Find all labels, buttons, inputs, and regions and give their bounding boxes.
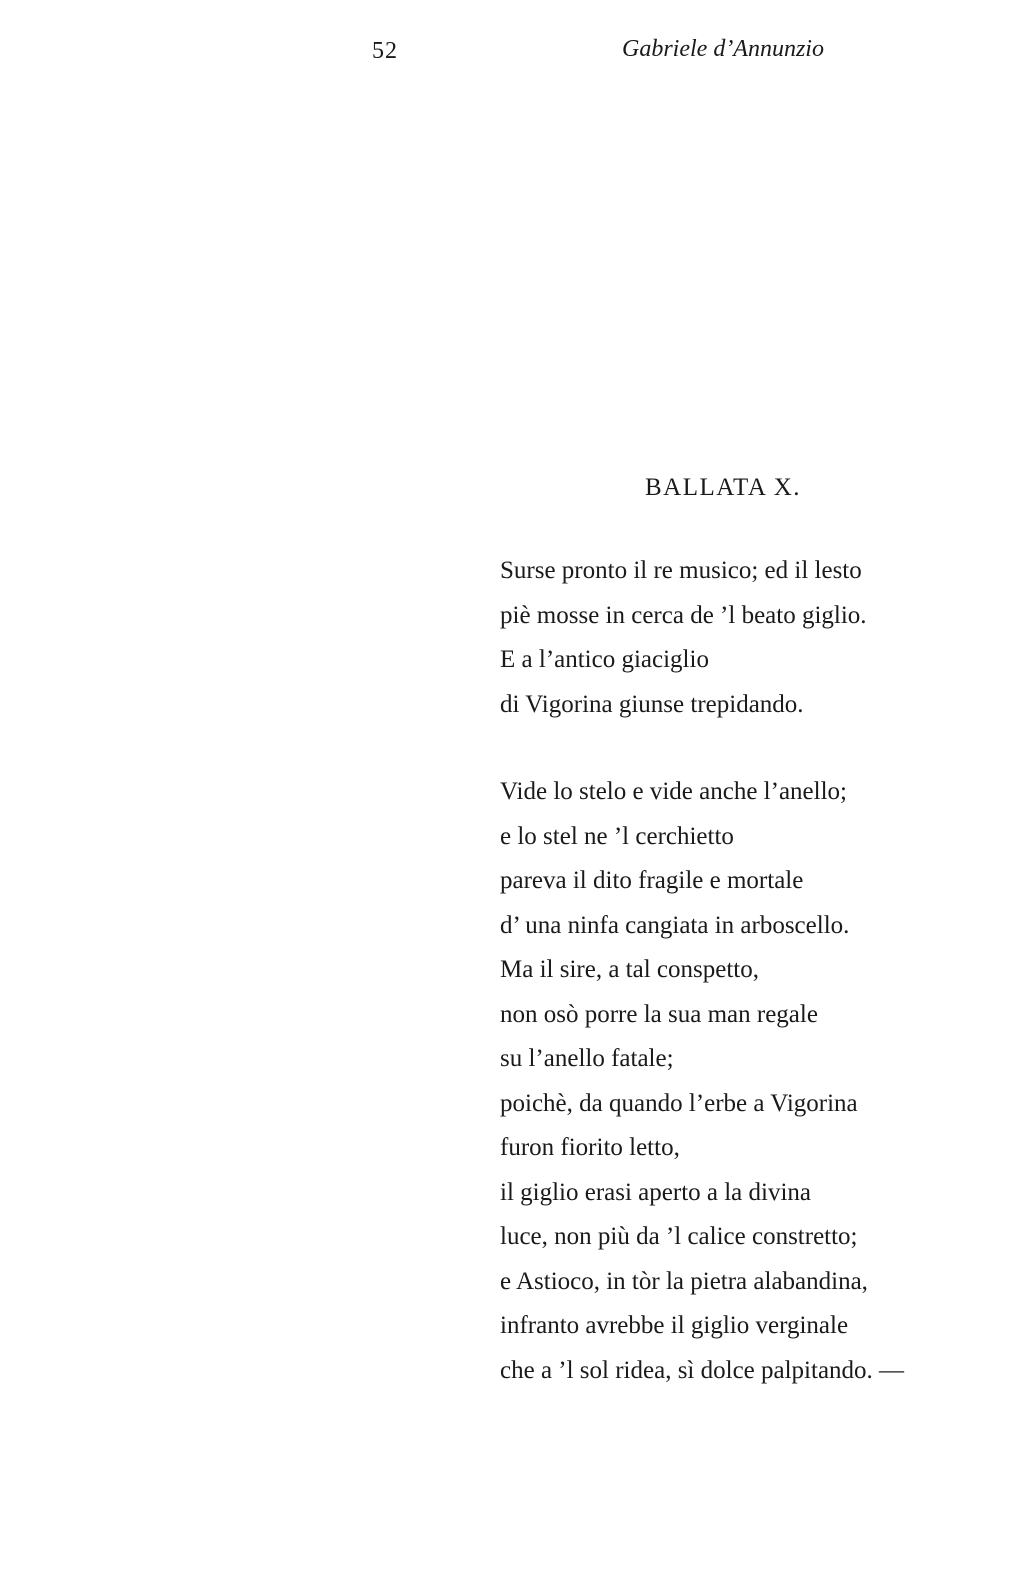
- verse-line: Surse pronto il re musico; ed il lesto: [500, 557, 862, 584]
- verse-line: d’ una ninfa cangiata in arboscello.: [500, 911, 850, 939]
- verse-line: luce, non più da ’l calice constretto;: [500, 1223, 858, 1250]
- verse-line: E a l’antico giaciglio: [500, 646, 709, 673]
- verse-line: piè mosse in cerca de ’l beato giglio.: [500, 601, 867, 629]
- verse-line: e lo stel ne ’l cerchietto: [500, 822, 734, 850]
- page-number: 52: [372, 38, 398, 64]
- verse-line: furon fiorito letto,: [500, 1134, 680, 1161]
- verse-line: su l’anello fatale;: [500, 1045, 674, 1072]
- running-head: Gabriele d’Annunzio: [622, 36, 824, 62]
- stanza-2: [500, 770, 904, 1393]
- verse-line: Vide lo stelo e vide anche l’anello;: [500, 778, 847, 805]
- verse-line: il giglio erasi aperto a la divina: [500, 1178, 812, 1206]
- stanza-1: [500, 549, 867, 727]
- verse-line: pareva il dito fragile e mortale: [500, 867, 804, 894]
- verse-line: Ma il sire, a tal conspetto,: [500, 956, 759, 983]
- verse-line: poichè, da quando l’erbe a Vigorina: [500, 1089, 858, 1117]
- verse-line: non osò porre la sua man regale: [500, 1000, 818, 1028]
- verse-line: di Vigorina giunse trepidando.: [500, 690, 804, 718]
- verse-line: infranto avrebbe il giglio verginale: [500, 1312, 849, 1339]
- poem-title: BALLATA X.: [645, 474, 802, 501]
- verse-line: che a ’l sol ridea, sì dolce palpitando. —: [500, 1356, 905, 1384]
- verse-line: e Astioco, in tòr la pietra alabandina,: [500, 1267, 868, 1295]
